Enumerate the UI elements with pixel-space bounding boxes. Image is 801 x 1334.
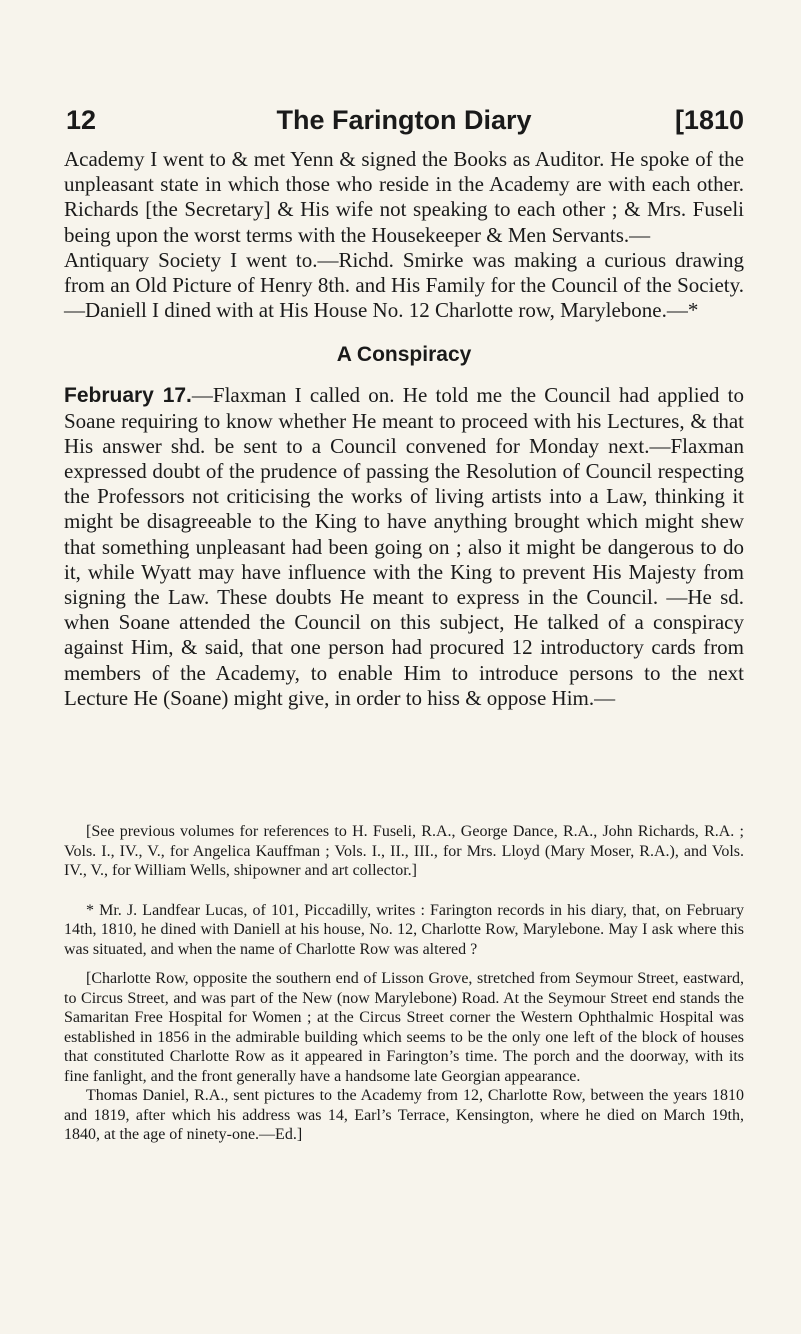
running-head xyxy=(64,100,744,140)
entry-text: —Flaxman I called on. He told me the Council had applied to Soane requiring to know whether He meant to proceed with his Lectures, & that His answer shd. be sent to a Council convened for Monday next.—Flaxman expressed doubt of the prudence of passing the Resolution of Council respecting the Professors not criticising the works of living artists into a Law, thinking it might be disagreeable to the King to have anything brought which might shew that something unpleasant had been going on ; also it might be dangerous to do it, while Wyatt may have influence with the King to prevent His Majesty from signing the Law. These doubts He meant to express in the Council. —He sd. when Soane attended the Council on this subject, He talked of a conspiracy against Him, & said, that one person had procured 12 introductory cards from members of the Academy, to enable Him to introduce persons to the next Lecture He (Soane) might give, in order to hiss & oppose Him.— xyxy=(64,383,744,710)
footnote: * Mr. J. Landfear Lucas, of 101, Piccadilly, writes : Farington records in his diary, that, on February 14th, 1810, he dined with Daniell at his house, No. 12, Charlotte Row, Marylebone. May I ask where this was situated, and when the name of Charlotte Row was altered ? xyxy=(64,901,744,958)
diary-entry-february-17 xyxy=(64,383,744,711)
book-title: The Farington Diary xyxy=(276,105,532,135)
notes-section xyxy=(64,822,744,1145)
diary-paragraph: Antiquary Society I went to.—Richd. Smirke was making a curious drawing from an Old Picture of Henry 8th. and His Family for the Council of the Society.—Daniell I dined with at His House No. 12 Charlotte row, Marylebone.—* xyxy=(64,247,744,323)
running-year: [1810 xyxy=(674,105,744,135)
editor-reply-continued: Thomas Daniel, R.A., sent pictures to the Academy from 12, Charlotte Row, between the years 1810 and 1819, after which his address was 14, Earl’s Terrace, Kensington, where he died on March 19th, 1840, at the age of ninety-one.—Ed.] xyxy=(64,1087,744,1143)
editorial-note: [See previous volumes for references to H. Fuseli, R.A., George Dance, R.A., John Richards, R.A. ; Vols. I., IV., V., for Angelica Kauffman ; Vols. I., II., III., for Mrs. Lloyd (Mary Moser, R.A.), and Vols. IV., V., for William Wells, shipowner and art collector.] xyxy=(64,823,744,879)
diary-body xyxy=(64,147,744,711)
page-number: 12 xyxy=(66,105,97,135)
entry-date: February 17. xyxy=(64,384,192,408)
editor-reply: [Charlotte Row, opposite the southern end of Lisson Grove, stretched from Seymour Street, eastward, to Circus Street, and was part of the New (now Marylebone) Road. At the Seymour Street end stands the Samaritan Free Hospital for Women ; at the Circus Street corner the Western Ophthalmic Hospital was established in 1856 in the admirable building which seems to be the only one left of the block of houses that constituted Charlotte Row as it appeared in Farington’s time. The porch and the doorway, with its fine fanlight, and the front generally have a handsome late Georgian appearance. xyxy=(64,970,744,1085)
diary-paragraph: Academy I went to & met Yenn & signed the Books as Auditor. He spoke of the unpleasant state in which those who reside in the Academy are with each other. Richards [the Secretary] & His wife not speaking to each other ; & Mrs. Fuseli being upon the worst terms with the Housekeeper & Men Servants.— xyxy=(64,147,744,247)
book-page xyxy=(64,0,744,1334)
section-heading: A Conspiracy xyxy=(336,343,472,367)
